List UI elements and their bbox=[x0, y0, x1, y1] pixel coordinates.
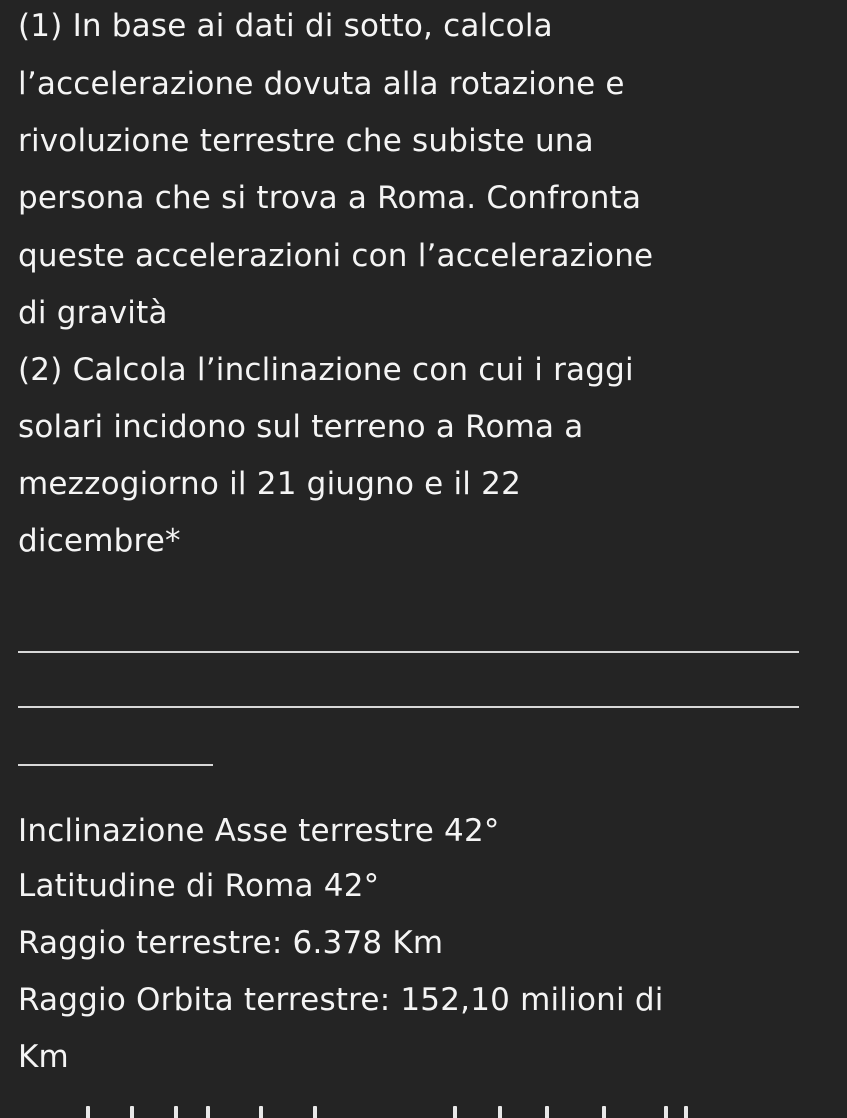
question-1-line-5: queste accelerazioni con l’accelerazione bbox=[18, 238, 654, 274]
separator-line-3 bbox=[18, 764, 213, 766]
data-line-earth-radius: Raggio terrestre: 6.378 Km bbox=[18, 925, 444, 961]
cut-off-next-line bbox=[0, 1098, 847, 1118]
data-line-rome-latitude: Latitudine di Roma 42° bbox=[18, 868, 380, 904]
question-2-line-2: solari incidono sul terreno a Roma a bbox=[18, 409, 584, 445]
data-line-axis-tilt: Inclinazione Asse terrestre 42° bbox=[18, 813, 500, 849]
data-line-orbit-radius-unit: Km bbox=[18, 1039, 69, 1075]
question-1-line-1: (1) In base ai dati di sotto, calcola bbox=[18, 8, 553, 44]
question-1-line-3: rivoluzione terrestre che subiste una bbox=[18, 123, 594, 159]
separator-line-2 bbox=[18, 706, 799, 708]
data-line-orbit-radius: Raggio Orbita terrestre: 152,10 milioni di bbox=[18, 982, 664, 1018]
question-2-line-3: mezzogiorno il 21 giugno e il 22 bbox=[18, 466, 522, 502]
separator-line-1 bbox=[18, 651, 799, 653]
question-1-line-2: l’accelerazione dovuta alla rotazione e bbox=[18, 66, 625, 102]
question-1-line-6: di gravità bbox=[18, 295, 168, 331]
question-2-line-4: dicembre* bbox=[18, 523, 181, 559]
question-2-line-1: (2) Calcola l’inclinazione con cui i raggi bbox=[18, 352, 634, 388]
question-1-line-4: persona che si trova a Roma. Confronta bbox=[18, 180, 642, 216]
